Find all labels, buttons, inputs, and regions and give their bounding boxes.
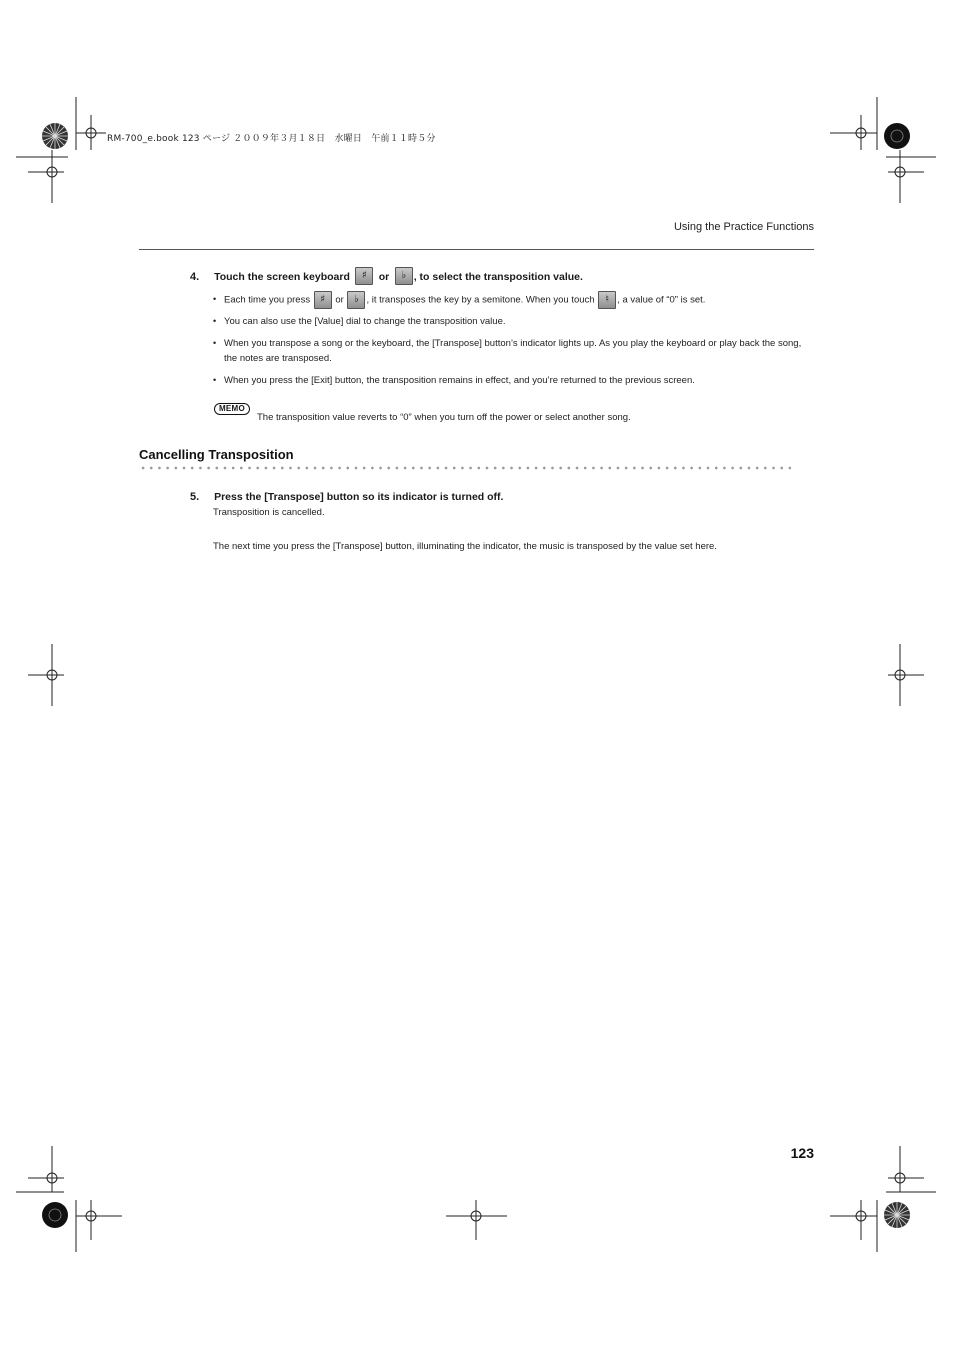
sharp-key-icon: ♯ xyxy=(314,291,332,309)
bullet-marker: • xyxy=(213,375,217,385)
bullet-item xyxy=(224,291,804,309)
bullet-text: , a value of “0” is set. xyxy=(617,294,706,306)
bullet-text-or: or xyxy=(335,294,344,306)
step-4 xyxy=(190,267,583,285)
natural-key-icon: ♮ xyxy=(598,291,616,309)
bullet-marker: • xyxy=(213,338,217,348)
bullet-text: You can also use the [Value] dial to change the transposition value. xyxy=(224,316,506,327)
running-head: Using the Practice Functions xyxy=(673,221,814,233)
bullet-marker: • xyxy=(213,294,217,304)
bullet-text: Each time you press xyxy=(224,294,311,306)
bullet-text: When you press the [Exit] button, the transposition remains in effect, and you’re returned to the previous screen. xyxy=(224,375,695,386)
header-rule xyxy=(139,249,814,250)
memo-text: The transposition value reverts to “0” when you turn off the power or select another song. xyxy=(257,412,631,423)
step-note: The next time you press the [Transpose] button, illuminating the indicator, the music is transposed by the value set here. xyxy=(213,541,717,552)
bullet-text: When you transpose a song or the keyboard, the [Transpose] button’s indicator lights up. As you play the keyboard or play back the song, the notes are transposed. xyxy=(224,338,802,364)
flat-key-icon: ♭ xyxy=(347,291,365,309)
step-text-or: or xyxy=(378,271,390,284)
step-text-end: , to select the transposition value. xyxy=(413,271,583,284)
flat-key-icon: ♭ xyxy=(395,267,413,285)
dotted-divider xyxy=(139,466,791,470)
step-number: 4. xyxy=(190,271,200,284)
section-title: Cancelling Transposition xyxy=(139,447,294,462)
step-5 xyxy=(190,487,503,505)
bullet-marker: • xyxy=(213,316,217,326)
step-text: Press the [Transpose] button so its indicator is turned off. xyxy=(214,491,504,503)
page-number: 123 xyxy=(790,1145,814,1161)
print-info-line: RM-700_e.book 123 ページ ２００９年３月１８日 水曜日 午前１１時５分 xyxy=(107,134,436,144)
step-text: Touch the screen keyboard xyxy=(214,271,350,284)
bullet-text: , it transposes the key by a semitone. When you touch xyxy=(366,294,595,306)
memo-badge: MEMO xyxy=(214,403,250,415)
step-number: 5. xyxy=(190,491,200,503)
step-result: Transposition is cancelled. xyxy=(213,507,325,518)
sharp-key-icon: ♯ xyxy=(355,267,373,285)
